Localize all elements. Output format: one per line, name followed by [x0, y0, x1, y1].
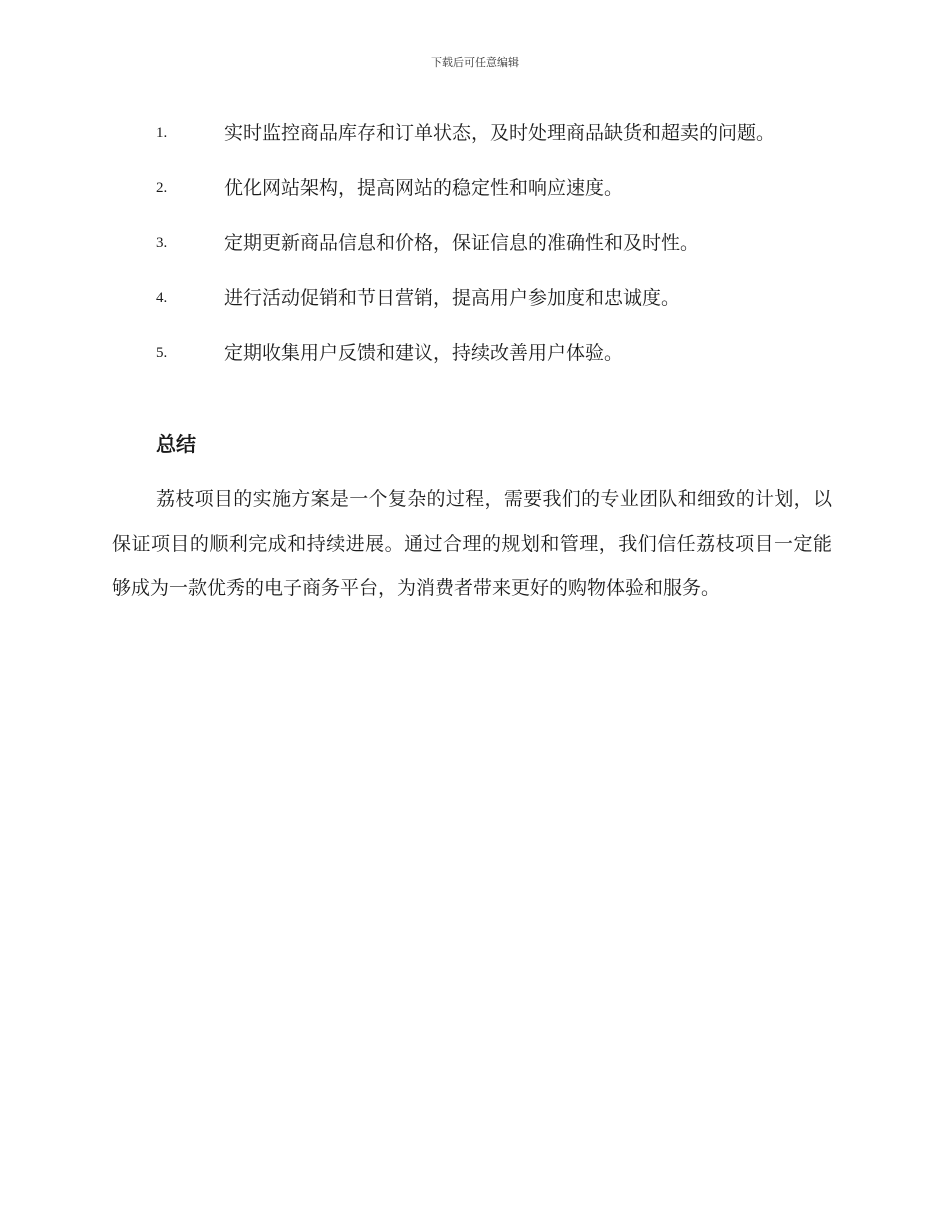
list-item: [112, 277, 832, 319]
numbered-list: [112, 112, 832, 374]
list-item: [112, 112, 832, 154]
list-item-number: 5.: [156, 345, 168, 361]
list-item-text: 定期收集用户反馈和建议，持续改善用户体验。: [224, 342, 624, 364]
page-header: 下载后可任意编辑: [431, 56, 519, 69]
list-item: [112, 332, 832, 374]
summary-heading: 总结: [156, 432, 196, 456]
summary-paragraph: 荔枝项目的实施方案是一个复杂的过程，需要我们的专业团队和细致的计划，以保证项目的顺利完成和持续进展。通过合理的规划和管理，我们信任荔枝项目一定能够成为一款优秀的电子商务平台，为消费者带来更好的购物体验和服务。: [112, 488, 832, 599]
list-item: [112, 167, 832, 209]
list-item-number: 1.: [156, 125, 168, 141]
list-item-text: 定期更新商品信息和价格，保证信息的准确性和及时性。: [224, 232, 700, 254]
list-item-number: 3.: [156, 235, 168, 251]
list-item-number: 4.: [156, 290, 168, 306]
list-item-text: 优化网站架构，提高网站的稳定性和响应速度。: [224, 177, 624, 199]
list-item-text: 实时监控商品库存和订单状态，及时处理商品缺货和超卖的问题。: [224, 122, 776, 144]
list-item-text: 进行活动促销和节日营销，提高用户参加度和忠诚度。: [224, 287, 681, 309]
list-item-number: 2.: [156, 180, 168, 196]
list-item: [112, 222, 832, 264]
